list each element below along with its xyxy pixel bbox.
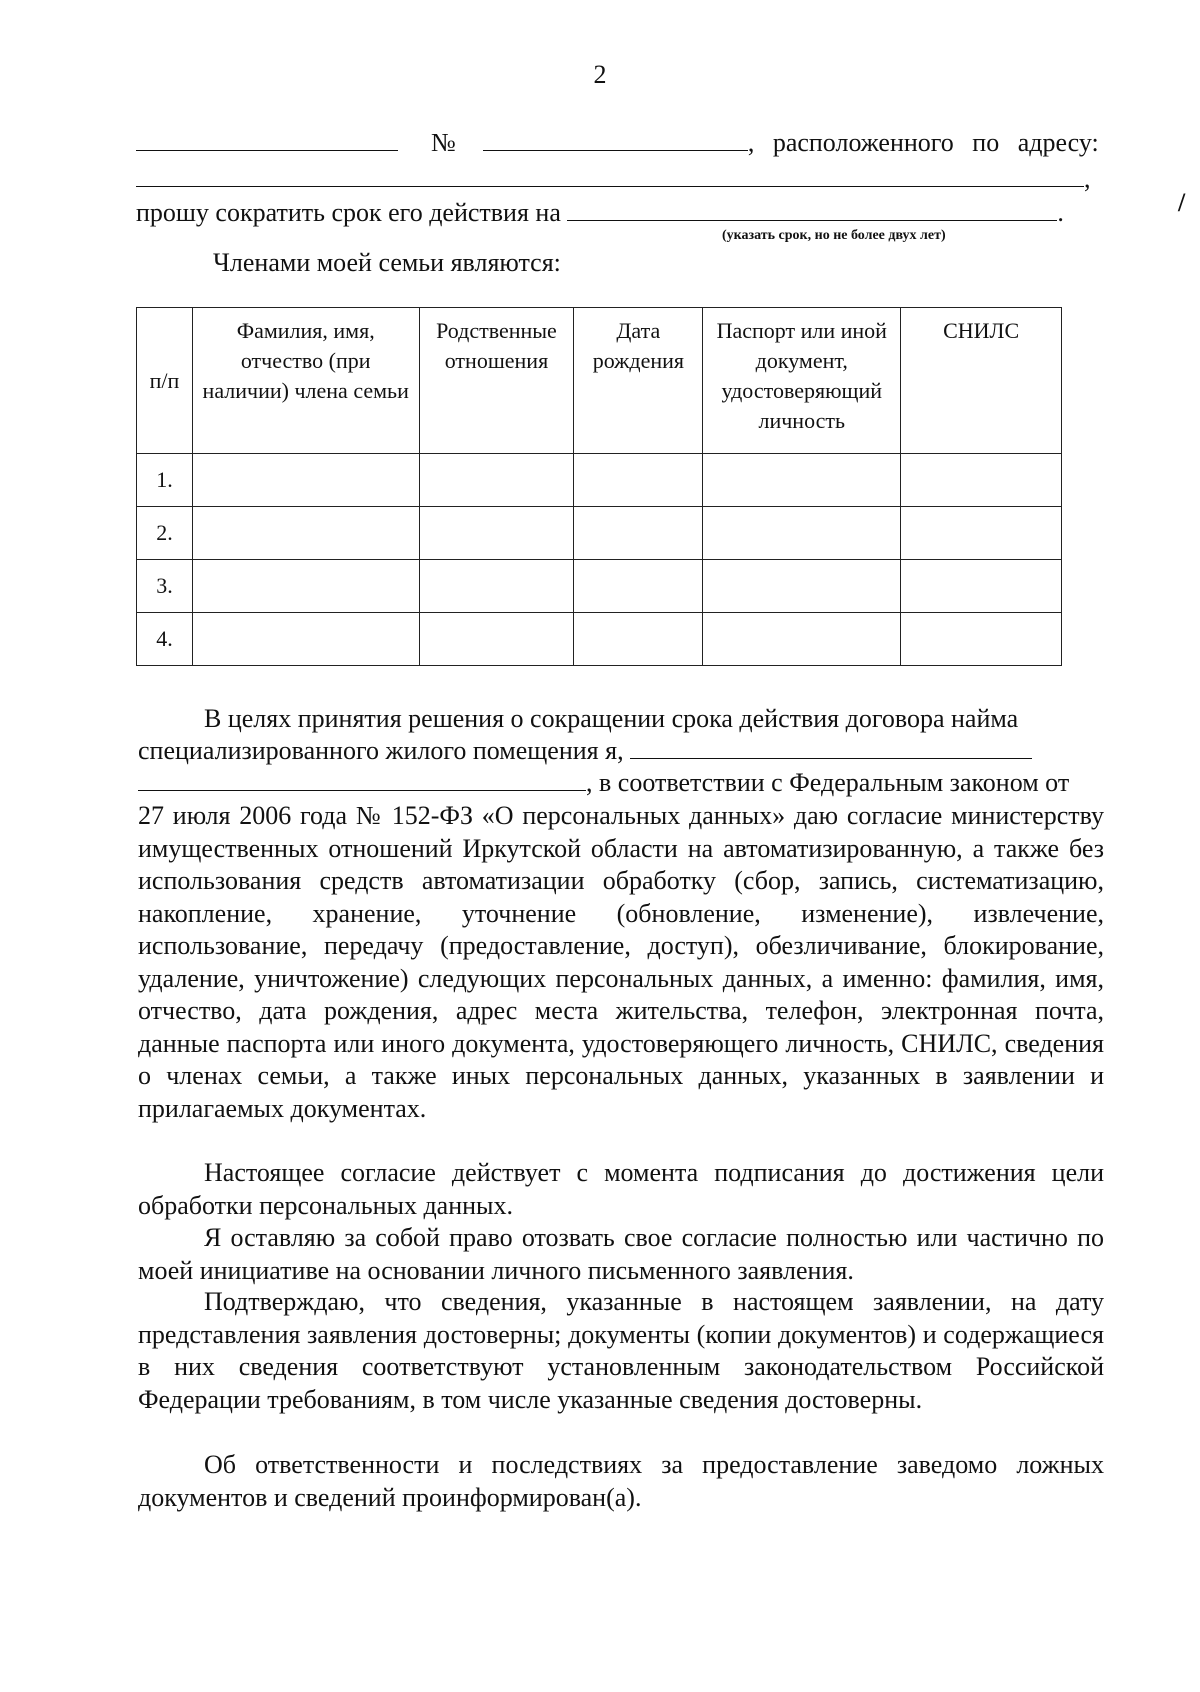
validity-paragraph: Настоящее согласие действует с момента подписания до достижения цели обработки персональных данных.: [138, 1158, 1104, 1220]
cell-birthdate[interactable]: [574, 507, 703, 560]
margin-mark: /: [1178, 188, 1186, 217]
cell-snils[interactable]: [901, 560, 1062, 613]
cell-birthdate[interactable]: [574, 560, 703, 613]
cell-birthdate[interactable]: [574, 613, 703, 666]
row-number: 4.: [137, 613, 193, 666]
consent-body: 27 июля 2006 года № 152-ФЗ «О персональных данных» даю согласие министерству имущественных отношений Иркутской области на автоматизированную, а также без использования средств автоматизации обработку (сбор, запись, систематизацию, накопление, хранение, уточнение (обновление, изменение), извлечение, использование, передачу (предоставление, доступ), обезличивание, блокирование, удаление, уничтожение) следующих персональных данных, а именно: фамилия, имя, отчество, дата рождения, адрес места жительства, телефон, электронная почта, данные паспорта или иного документа, удостоверяющего личность, СНИЛС, сведения о членах семьи, а также иных персональных данных, указанных в заявлении и прилагаемых документах.: [138, 801, 1104, 1123]
applicant-name-blank[interactable]: [630, 736, 1032, 759]
reduce-term-label: прошу сократить срок его действия на: [136, 198, 561, 227]
cell-document[interactable]: [703, 507, 901, 560]
confirm-paragraph: Подтверждаю, что сведения, указанные в настоящем заявлении, на дату представления заявления достоверны; документы (копии документов) и содержащиеся в них сведения соответствуют установленным законодательством Российской Федерации требованиям, в том числе указанные сведения достоверны.: [138, 1287, 1104, 1414]
address-line: [136, 163, 1091, 195]
table-row: [137, 613, 1062, 666]
table-row: [137, 560, 1062, 613]
cell-snils[interactable]: [901, 454, 1062, 507]
cell-document[interactable]: [703, 454, 901, 507]
cell-snils[interactable]: [901, 613, 1062, 666]
family-table: [136, 307, 1062, 666]
cell-relation[interactable]: [419, 507, 574, 560]
cell-relation[interactable]: [419, 613, 574, 666]
row-number: 3.: [137, 560, 193, 613]
cell-document[interactable]: [703, 613, 901, 666]
consent-line-2-text: специализированного жилого помещения я,: [138, 736, 624, 765]
cell-name[interactable]: [192, 454, 419, 507]
liability-paragraph: Об ответственности и последствиях за предоставление заведомо ложных документов и сведений проинформирован(а).: [138, 1450, 1104, 1512]
table-row: [137, 454, 1062, 507]
cell-document[interactable]: [703, 560, 901, 613]
term-hint: (указать срок, но не более двух лет): [722, 228, 946, 243]
revoke-paragraph: Я оставляю за собой право отозвать свое согласие полностью или частично по моей инициативе на основании личного письменного заявления.: [138, 1223, 1104, 1285]
col-name-header: Фамилия, имя, отчество (при наличии) члена семьи: [192, 308, 419, 454]
table-header-row: [137, 308, 1062, 454]
address-comma: ,: [1084, 164, 1091, 193]
col-number-header: п/п: [137, 308, 193, 454]
family-intro: Членами моей семьи являются:: [213, 248, 561, 277]
page-number: 2: [593, 60, 607, 89]
col-document-header: Паспорт или иной документ, удостоверяющий личность: [703, 308, 901, 454]
table-row: [137, 507, 1062, 560]
col-snils-header: СНИЛС: [901, 308, 1062, 454]
contract-date-blank[interactable]: [136, 128, 398, 151]
consent-line-2: [138, 735, 1032, 767]
cell-snils[interactable]: [901, 507, 1062, 560]
number-sign: №: [431, 128, 456, 157]
col-relation-header: Родственные отношения: [419, 308, 574, 454]
cell-birthdate[interactable]: [574, 454, 703, 507]
consent-line-3: [138, 767, 1069, 799]
term-blank[interactable]: [567, 198, 1057, 221]
cell-relation[interactable]: [419, 560, 574, 613]
reduce-term-line: [136, 197, 1064, 229]
col-birthdate-header: Дата рождения: [574, 308, 703, 454]
located-at-label: , расположенного по адресу:: [747, 128, 1099, 157]
row-number: 1.: [137, 454, 193, 507]
term-period: .: [1057, 198, 1064, 227]
contract-number-blank[interactable]: [483, 128, 748, 151]
applicant-name-blank-2[interactable]: [138, 768, 586, 791]
address-blank[interactable]: [136, 164, 1084, 187]
cell-name[interactable]: [192, 560, 419, 613]
row-number: 2.: [137, 507, 193, 560]
contract-line: [136, 127, 1099, 159]
cell-name[interactable]: [192, 613, 419, 666]
consent-line-1: В целях принятия решения о сокращении срока действия договора найма: [204, 704, 1019, 733]
cell-relation[interactable]: [419, 454, 574, 507]
cell-name[interactable]: [192, 507, 419, 560]
consent-line-3-text: , в соответствии с Федеральным законом от: [586, 768, 1070, 797]
